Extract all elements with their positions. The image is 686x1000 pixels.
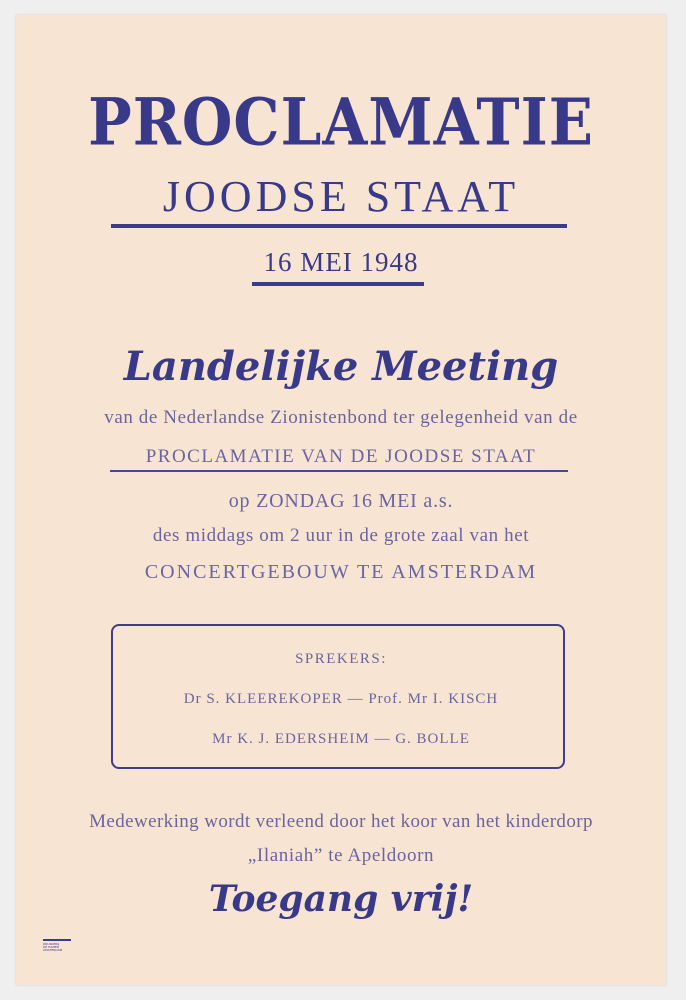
speakers-heading: SPREKERS: — [295, 651, 387, 667]
proclamation-line: PROCLAMATIE VAN DE JOODSE STAAT — [145, 446, 537, 467]
cooperation-line: Medewerking wordt verleend door het koor van het kinderdorp — [89, 811, 593, 832]
poster-date: 16 MEI 1948 — [263, 247, 419, 277]
speakers-row: Dr S. KLEEREKOPER — Prof. Mr I. KISCH — [183, 691, 499, 707]
venue-line: CONCERTGEBOUW TE AMSTERDAM — [144, 561, 538, 583]
poster — [16, 15, 666, 985]
date-line: op ZONDAG 16 MEI a.s. — [228, 490, 454, 512]
meeting-heading: Landelijke Meeting — [123, 343, 559, 390]
poster-title: PROCLAMATIE — [88, 83, 594, 161]
date-underline — [252, 282, 424, 286]
speakers-row: Mr K. J. EDERSHEIM — G. BOLLE — [212, 731, 470, 747]
printer-mark — [43, 939, 75, 957]
printer-mark-text: DRUKKERIJ — [43, 942, 60, 946]
proclamation-underline — [110, 470, 568, 472]
subtitle-underline — [111, 224, 567, 228]
entry-free: Toegang vrij! — [208, 878, 474, 920]
printer-mark-text: DE HAMER — [43, 945, 60, 949]
printer-mark-text: AMSTERDAM — [43, 948, 63, 952]
printer-mark-bar — [43, 939, 71, 941]
cooperation-line: „Ilaniah” te Apeldoorn — [247, 845, 435, 866]
intro-line: van de Nederlandse Zionistenbond ter gelegenheid van de — [104, 407, 578, 428]
poster-subtitle: JOODSE STAAT — [162, 172, 520, 221]
time-line: des middags om 2 uur in de grote zaal van het — [152, 525, 530, 546]
